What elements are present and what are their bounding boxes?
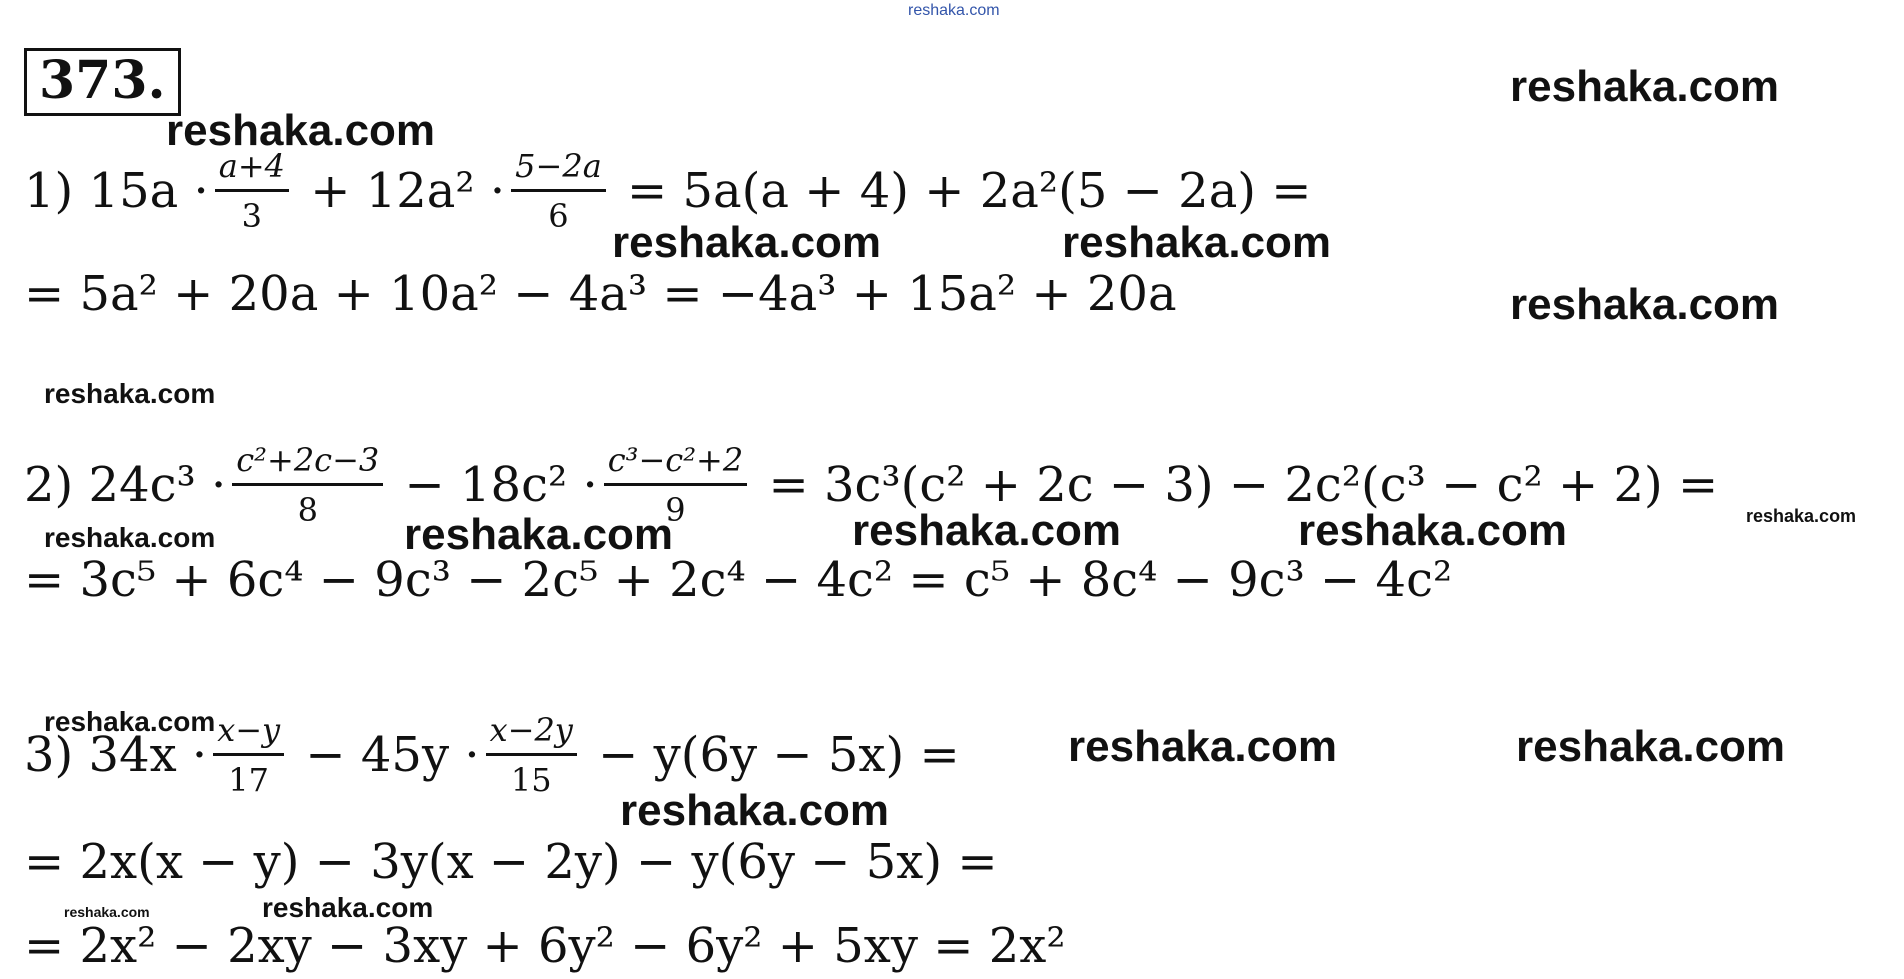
watermark: reshaka.com	[1062, 218, 1332, 267]
watermark: reshaka.com	[1746, 506, 1857, 526]
problem-1-suffix: = 5a(a + 4) + 2a²(5 − 2a) =	[611, 163, 1312, 220]
problem-2-suffix: = 3c³(c² + 2c − 3) − 2c²(c³ − c² + 2) =	[753, 457, 1719, 514]
watermark: reshaka.com	[44, 522, 216, 553]
problem-2-fraction-1	[232, 442, 383, 529]
watermark: reshaka.com	[44, 378, 216, 409]
watermark: reshaka.com	[1510, 62, 1780, 111]
fraction-denominator: 8	[297, 490, 318, 529]
header-watermark: reshaka.com	[908, 2, 1000, 19]
problem-3-suffix: − y(6y − 5x) =	[582, 727, 960, 784]
problem-1-fraction-1	[215, 148, 289, 235]
fraction-numerator: c²+2c−3	[232, 442, 383, 486]
problem-3-middle: − 45y ·	[290, 727, 480, 784]
watermark: reshaka.com	[1510, 280, 1780, 329]
problem-3-fraction-1	[213, 712, 284, 799]
fraction-denominator: 17	[228, 760, 270, 799]
problem-1-line-2: = 5a² + 20a + 10a² − 4a³ = −4a³ + 15a² + 20a	[24, 266, 1177, 322]
problem-3-line-2: = 2x(x − y) − 3y(x − 2y) − y(6y − 5x) =	[24, 834, 998, 890]
problem-2-line-2: = 3c⁵ + 6c⁴ − 9c³ − 2c⁵ + 2c⁴ − 4c² = c⁵ + 8c⁴ − 9c³ − 4c²	[24, 552, 1453, 608]
fraction-denominator: 3	[241, 196, 263, 235]
watermark: reshaka.com	[1516, 722, 1786, 771]
watermark: reshaka.com	[64, 904, 150, 920]
problem-3-prefix: 3) 34x ·	[24, 727, 208, 784]
watermark: reshaka.com	[404, 510, 674, 559]
watermark: reshaka.com	[620, 786, 890, 835]
problem-3-fraction-2	[486, 712, 577, 799]
fraction-numerator: x−y	[213, 712, 284, 756]
watermark: reshaka.com	[1298, 506, 1568, 555]
watermark: reshaka.com	[1068, 722, 1338, 771]
problem-2-prefix: 2) 24c³ ·	[24, 457, 227, 514]
fraction-numerator: 5−2a	[511, 148, 606, 192]
fraction-numerator: x−2y	[486, 712, 577, 756]
fraction-numerator: a+4	[215, 148, 289, 192]
problem-1-middle: + 12a² ·	[294, 163, 506, 220]
fraction-denominator: 15	[510, 760, 552, 799]
watermark: reshaka.com	[262, 892, 434, 923]
problem-1-prefix: 1) 15a ·	[24, 163, 209, 220]
problem-2-middle: − 18c² ·	[389, 457, 598, 514]
fraction-denominator: 9	[665, 490, 686, 529]
task-number: 373.	[24, 48, 181, 116]
watermark: reshaka.com	[44, 706, 216, 737]
watermark: reshaka.com	[852, 506, 1122, 555]
watermark: reshaka.com	[166, 106, 436, 155]
problem-3-line-3: = 2x² − 2xy − 3xy + 6y² − 6y² + 5xy = 2x²	[24, 918, 1066, 974]
watermark: reshaka.com	[612, 218, 882, 267]
fraction-denominator: 6	[548, 196, 569, 235]
fraction-numerator: c³−c²+2	[604, 442, 747, 486]
problem-1-fraction-2	[511, 148, 606, 235]
